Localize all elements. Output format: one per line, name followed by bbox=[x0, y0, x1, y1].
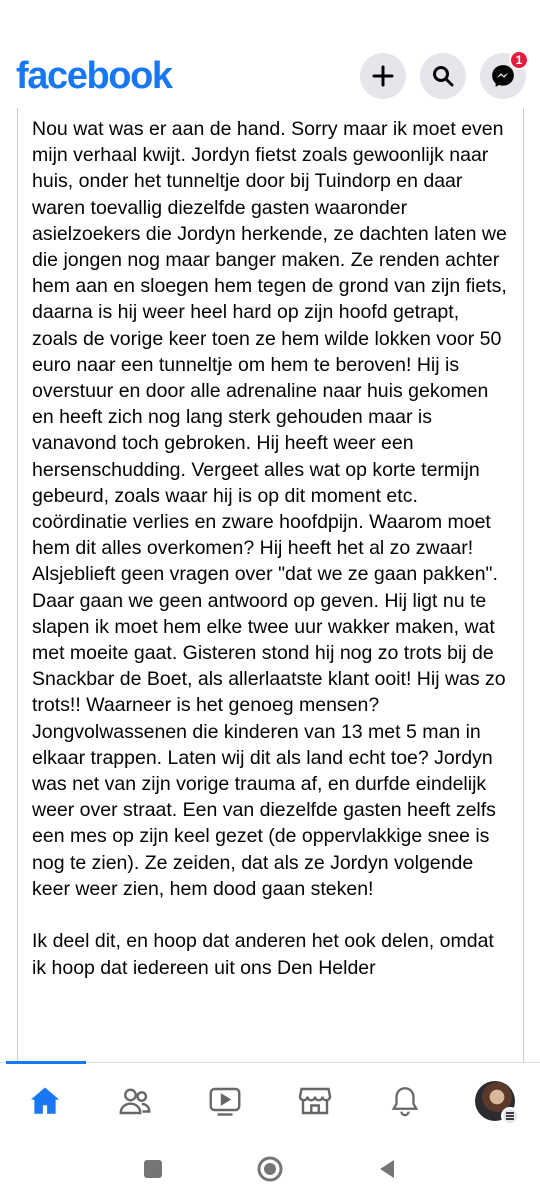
tab-friends[interactable] bbox=[105, 1071, 165, 1131]
bottom-tab-bar bbox=[0, 1062, 540, 1138]
facebook-logo[interactable]: facebook bbox=[16, 54, 172, 97]
marketplace-icon bbox=[297, 1083, 333, 1119]
menu-icon bbox=[501, 1107, 519, 1125]
active-tab-indicator bbox=[6, 1061, 86, 1064]
tab-menu[interactable] bbox=[465, 1071, 525, 1131]
back-button[interactable] bbox=[376, 1158, 398, 1180]
home-button[interactable] bbox=[256, 1155, 284, 1183]
top-header bbox=[0, 44, 540, 108]
home-icon bbox=[28, 1084, 62, 1118]
plus-icon bbox=[371, 64, 395, 88]
friends-icon bbox=[117, 1083, 153, 1119]
tab-video[interactable] bbox=[195, 1071, 255, 1131]
profile-avatar bbox=[475, 1081, 515, 1121]
messenger-button[interactable] bbox=[480, 53, 526, 99]
post-body-text: Nou wat was er aan de hand. Sorry maar ik moet even mijn verhaal kwijt. Jordyn fietst zoals gewoonlijk naar huis, onder het tunneltje door bij Tuindorp en daar waren toevallig diezelfde gasten waaronder asielzoekers die Jordyn herkende, ze dachten laten we die jongen nog maar banger maken. Ze renden achter hem aan en sloegen hem tegen de grond van zijn fiets, daarna is hij weer heel hard op zijn hoofd getrapt, zoals de vorige keer toen ze hem wilde lokken voor 50 euro naar een tunneltje om hem te beroven! Hij is overstuur en door alle adrenaline naar huis gekomen en heeft zich nog lang sterk gehouden maar is vanavond toch gebroken. Hij heeft weer een hersenschudding. Vergeet alles wat op korte termijn gebeurd, zoals waar hij is op dit moment etc. coördinatie verlies en zware hoofdpijn. Waarom moet hem dit alles overkomen? Hij heeft het al zo zwaar! Alsjeblieft geen vragen over "dat we ze gaan pakken". Daar gaan we geen antwoord op geven. Hij ligt nu te slapen ik moet hem elke twee uur wakker maken, wat met moeite gaat. Gisteren stond hij nog zo trots bij de Snackbar de Boet, als allerlaatste klant ooit! Hij was zo trots!! Waarneer is het genoeg mensen? Jongvolwassenen die kinderen van 13 met 5 man in elkaar trappen. Laten wij dit als land echt toe? Jordyn was net van zijn vorige trauma af, en durfde eindelijk weer over straat. Een van diezelfde gasten heeft zelfs een mes op zijn keel gezet (de oppervlakkige snee is nog te zien). Ze zeiden, dat als ze Jordyn volgende keer weer zien, hem dood gaan steken! Ik deel dit, en hoop dat anderen het ook delen, omdat ik hoop dat iedereen uit ons Den Helder bbox=[32, 118, 507, 979]
recents-button[interactable] bbox=[142, 1158, 164, 1180]
messenger-badge: 1 bbox=[509, 50, 529, 70]
video-icon bbox=[207, 1083, 243, 1119]
post-card bbox=[17, 108, 524, 1062]
create-button[interactable] bbox=[360, 53, 406, 99]
system-navigation-bar bbox=[0, 1138, 540, 1200]
search-icon bbox=[431, 64, 455, 88]
tab-home[interactable] bbox=[15, 1071, 75, 1131]
tab-marketplace[interactable] bbox=[285, 1071, 345, 1131]
header-actions bbox=[360, 53, 526, 99]
tab-notifications[interactable] bbox=[375, 1071, 435, 1131]
bell-icon bbox=[388, 1084, 422, 1118]
search-button[interactable] bbox=[420, 53, 466, 99]
